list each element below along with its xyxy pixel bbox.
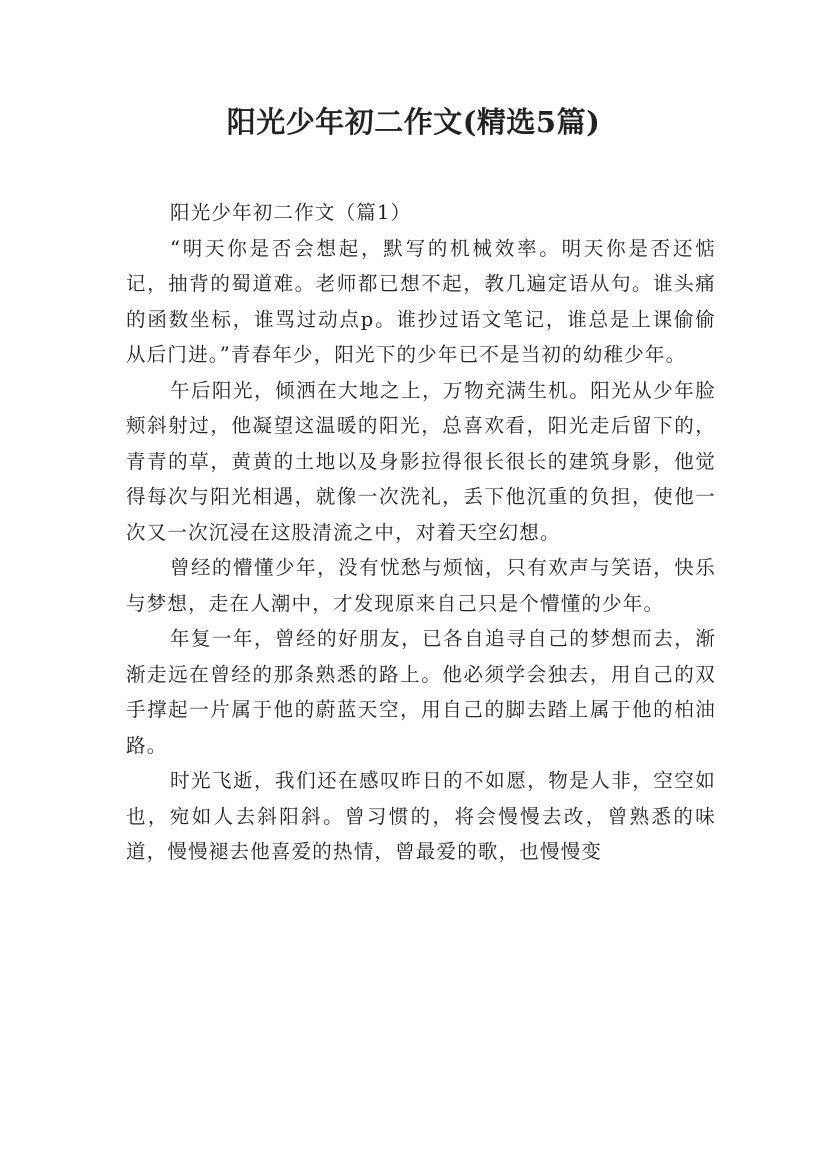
document-body [126, 195, 716, 870]
paragraph-3: 曾经的懵懂少年，没有忧愁与烦恼，只有欢声与笑语，快乐与梦想，走在人潮中，才发现原来自己只是个懵懂的少年。 [126, 556, 716, 615]
paragraph-2: 午后阳光，倾洒在大地之上，万物充满生机。阳光从少年脸颊斜射过，他凝望这温暖的阳光，总喜欢看，阳光走后留下的，青青的草，黄黄的土地以及身影拉得很长很长的建筑身影，他觉得每次与阳光相遇，就像一次洗礼，丢下他沉重的负担，使他一次又一次沉浸在这股清流之中，对着天空幻想。 [126, 378, 716, 544]
paragraph-4: 年复一年，曾经的好朋友，已各自追寻自己的梦想而去，渐渐走远在曾经的那条熟悉的路上。他必须学会独去，用自己的双手撑起一片属于他的蔚蓝天空，用自己的脚去踏上属于他的柏油路。 [126, 627, 716, 757]
section-heading: 阳光少年初二作文（篇1） [170, 201, 412, 224]
document-title: 阳光少年初二作文(精选5篇) [226, 105, 601, 139]
paragraph-5: 时光飞逝，我们还在感叹昨日的不如愿，物是人非，空空如也，宛如人去斜阳斜。曾习惯的，将会慢慢去改，曾熟悉的味道，慢慢褪去他喜爱的热情，曾最爱的歌，也慢慢变 [126, 769, 716, 863]
paragraph-1: “明天你是否会想起，默写的机械效率。明天你是否还惦记，抽背的蜀道难。老师都已想不起，教几遍定语从句。谁头痛的函数坐标，谁骂过动点p。谁抄过语文笔记，谁总是上课偷偷从后门进。”青春年少，阳光下的少年已不是当初的幼稚少年。 [126, 236, 716, 366]
